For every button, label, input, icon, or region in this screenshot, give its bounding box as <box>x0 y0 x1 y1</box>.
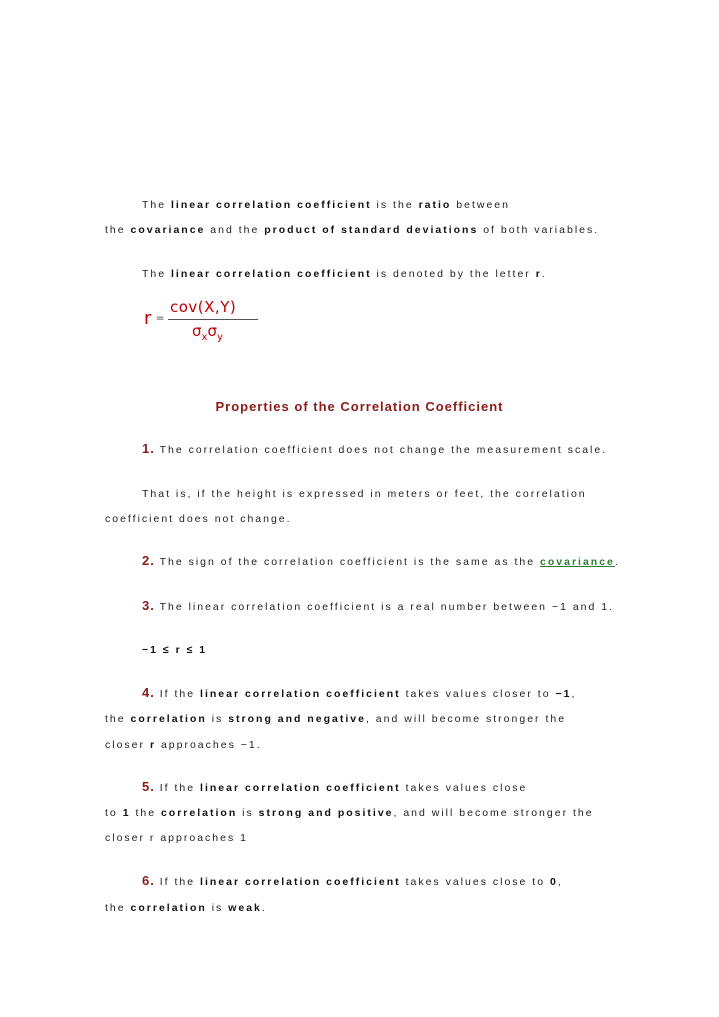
property-5: 5. If the linear correlation coefficient takes values close <box>142 779 528 794</box>
property-6-line-2: the correlation is weak. <box>105 902 267 914</box>
correlation-formula <box>142 298 262 344</box>
property-4-line-2: the correlation is strong and negative, and will become stronger the <box>105 713 567 725</box>
formula-r: r <box>144 308 152 329</box>
property-3: 3. The linear correlation coefficient is a real number between −1 and 1. <box>142 598 615 613</box>
property-1-note-line-2: coefficient does not change. <box>105 513 292 525</box>
section-heading: Properties of the Correlation Coefficient <box>215 399 504 414</box>
property-6: 6. If the linear correlation coefficient takes values close to 0, <box>142 873 563 888</box>
formula-denominator: $\sigma_x\sigma_y$ <box>192 322 223 343</box>
notation-line: The linear correlation coefficient is denoted by the letter r. <box>142 268 547 280</box>
fraction-bar <box>168 319 258 320</box>
property-2: 2. The sign of the correlation coefficient is the same as the covariance. <box>142 553 620 568</box>
property-5-line-3: closer r approaches 1 <box>105 832 248 844</box>
range-inequality: −1 ≤ r ≤ 1 <box>142 644 208 656</box>
formula-equals: = <box>156 313 165 324</box>
property-1: 1. The correlation coefficient does not change the measurement scale. <box>142 441 608 456</box>
intro-line-2: the covariance and the product of standard deviations of both variables. <box>105 224 600 236</box>
property-4-line-3: closer r approaches −1. <box>105 739 262 751</box>
intro-line-1: The linear correlation coefficient is the ratio between <box>142 199 510 211</box>
property-5-line-2: to 1 the correlation is strong and positive, and will become stronger the <box>105 807 594 819</box>
formula-numerator: cov(X,Y) <box>170 298 237 316</box>
covariance-link[interactable]: covariance <box>540 556 615 568</box>
property-4: 4. If the linear correlation coefficient takes values closer to −1, <box>142 685 577 700</box>
property-1-note-line-1: That is, if the height is expressed in meters or feet, the correlation <box>142 488 587 500</box>
